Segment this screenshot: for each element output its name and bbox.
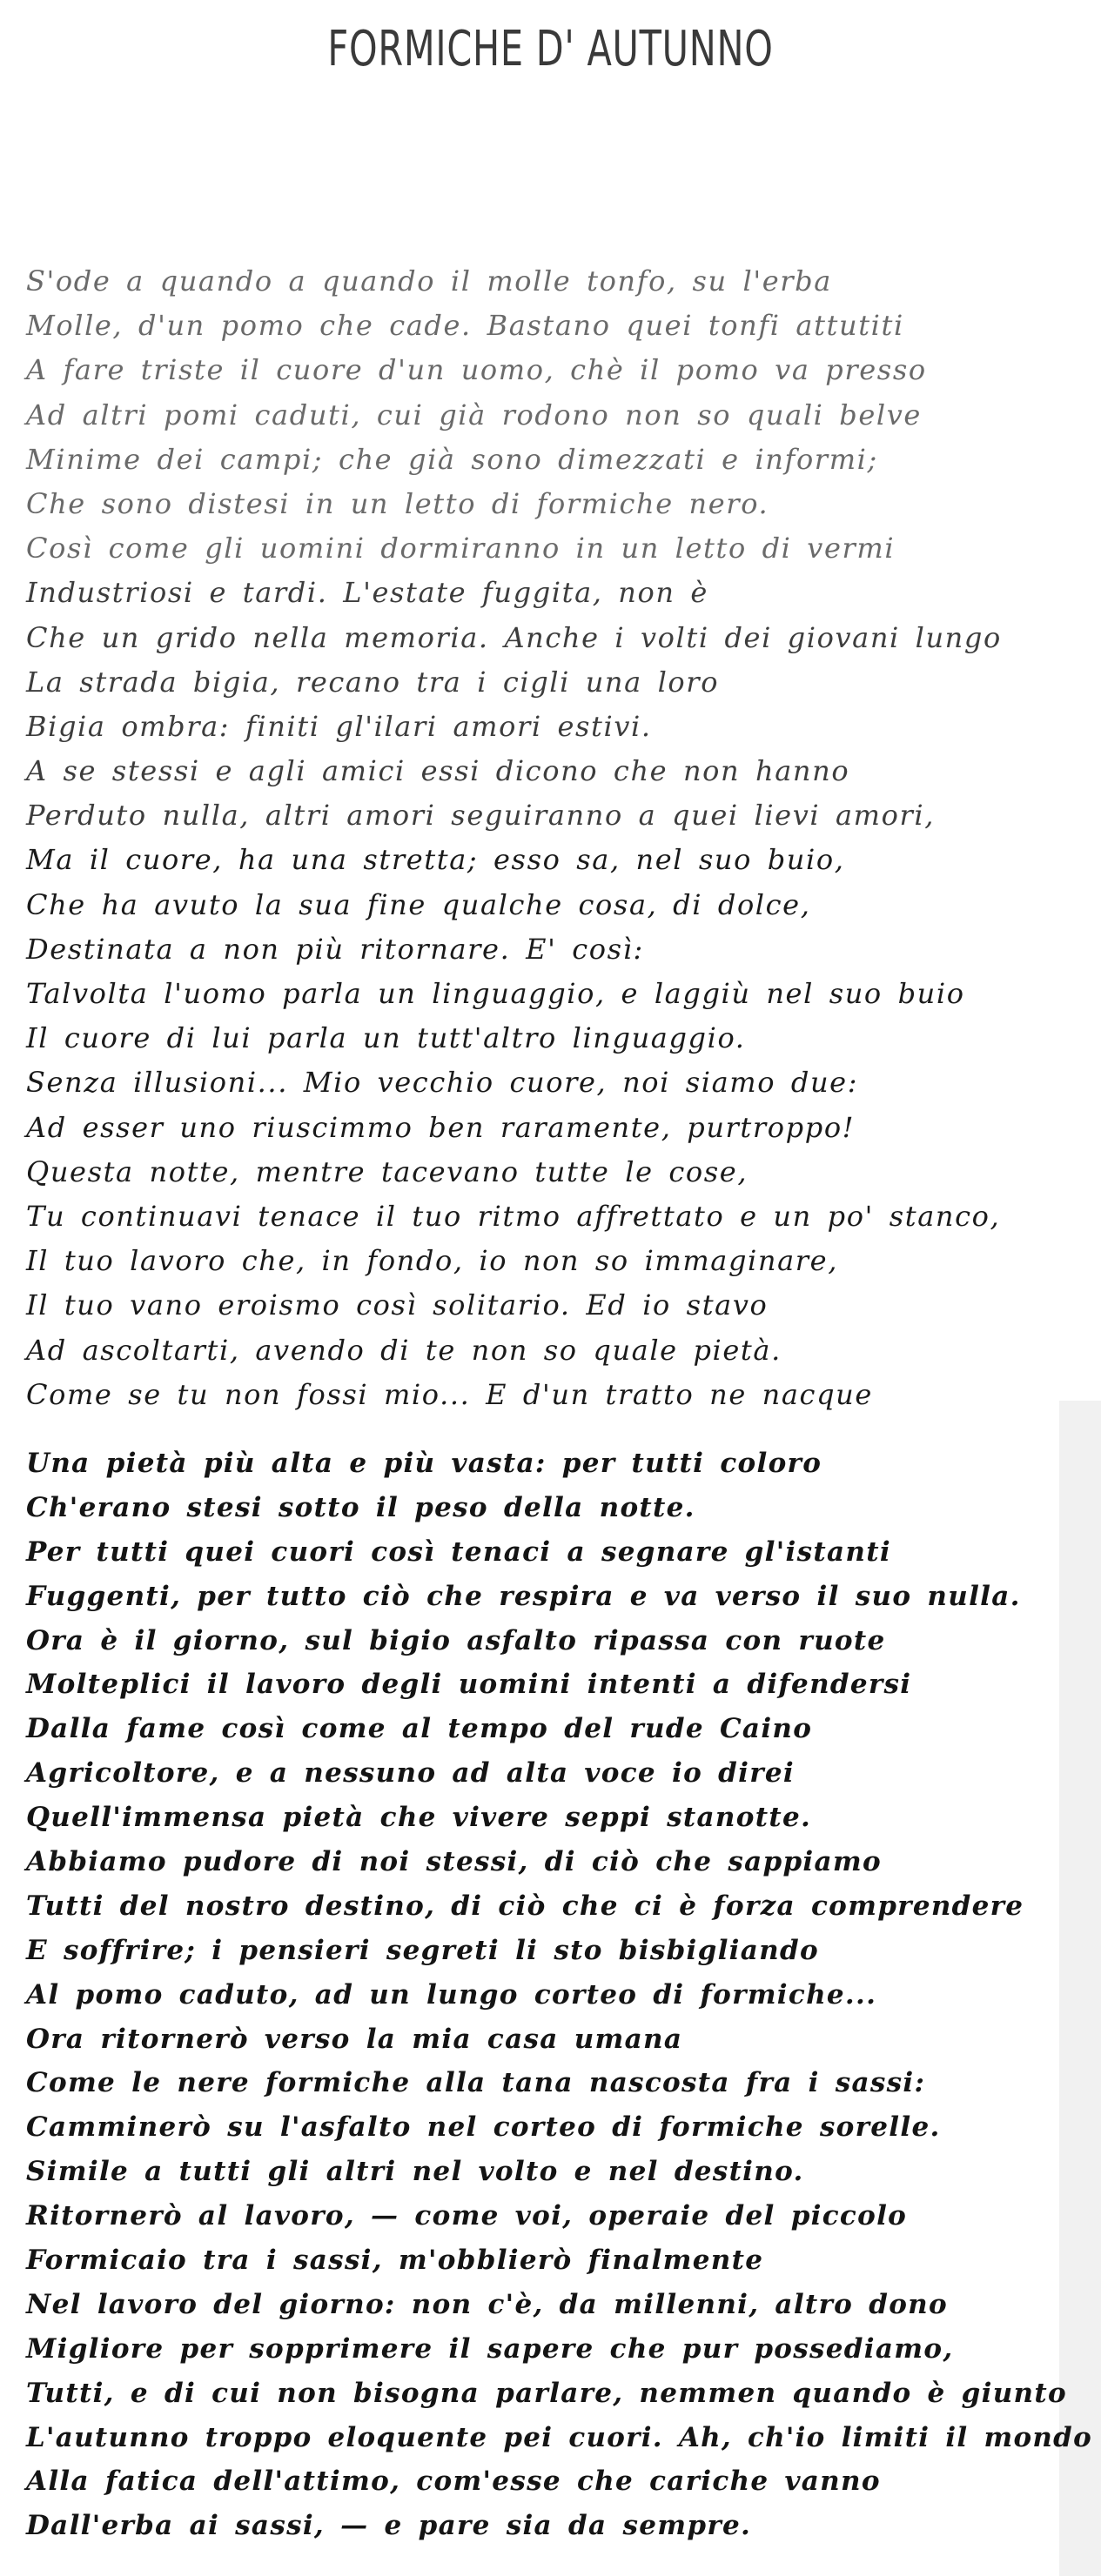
poem-line: A fare triste il cuore d'un uomo, chè il pomo va presso (26, 353, 927, 387)
poem-line: Molteplici il lavoro degli uomini intenti a difendersi (26, 1669, 912, 1701)
poem-line: Per tutti quei cuori così tenaci a segnare gl'istanti (26, 1536, 891, 1568)
poem-line: Tu continuavi tenace il tuo ritmo affrettato e un po' stanco, (26, 1199, 1001, 1233)
poem-line: Industriosi e tardi. L'estate fuggita, non è (26, 576, 708, 610)
poem-line: Ad ascoltarti, avendo di te non so quale pietà. (26, 1333, 782, 1367)
poem-line: Così come gli uomini dormiranno in un letto di vermi (26, 532, 896, 565)
poem-stanza-1 (26, 259, 1075, 1417)
poem-line: Il tuo lavoro che, in fondo, io non so immaginare, (26, 1244, 838, 1278)
poem-line: Una pietà più alta e più vasta: per tutti coloro (26, 1448, 822, 1479)
poem-line: Che un grido nella memoria. Anche i volti dei giovani lungo (26, 620, 1002, 654)
poem-line: Ora ritornerò verso la mia casa umana (26, 2023, 683, 2055)
poem-line: Dalla fame così come al tempo del rude Caino (26, 1713, 813, 1745)
poem-line: Molle, d'un pomo che cade. Bastano quei tonfi attutiti (26, 309, 904, 343)
poem-line: Come le nere formiche alla tana nascosta fra i sassi: (26, 2067, 926, 2099)
poem-line: Dall'erba ai sassi, — e pare sia da sempre. (26, 2510, 752, 2542)
poem-line: La strada bigia, recano tra i cigli una loro (26, 665, 720, 699)
poem-line: Destinata a non più ritornare. E' così: (26, 932, 644, 966)
poem-line: Minime dei campi; che già sono dimezzati e informi; (26, 442, 878, 476)
poem-line: Alla fatica dell'attimo, com'esse che cariche vanno (26, 2466, 881, 2498)
poem-line: Migliore per sopprimere il sapere che pur possediamo, (26, 2332, 954, 2365)
poem-line: Ritornerò al lavoro, — come voi, operaie del piccolo (26, 2200, 908, 2232)
poem-line: Quell'immensa pietà che vivere seppi stanotte. (26, 1802, 812, 1834)
poem-line: Formicaio tra i sassi, m'obblierò finalmente (26, 2245, 764, 2277)
poem-line: Tutti del nostro destino, di ciò che ci è forza comprendere (26, 1890, 1024, 1922)
poem-line: L'autunno troppo eloquente pei cuori. Ah, ch'io limiti il mondo (26, 2421, 1092, 2453)
poem-line: A se stessi e agli amici essi dicono che non hanno (26, 754, 850, 788)
poem-line: Talvolta l'uomo parla un linguaggio, e laggiù nel suo buio (26, 977, 965, 1010)
poem-line: Ad altri pomi caduti, cui già rodono non so quali belve (26, 398, 922, 432)
poem-line: Il tuo vano eroismo così solitario. Ed io stavo (26, 1288, 769, 1322)
poem-line: Che ha avuto la sua fine qualche cosa, di dolce, (26, 887, 811, 921)
poem-line: Bigia ombra: finiti gl'ilari amori estivi. (26, 709, 652, 743)
poem-line: Abbiamo pudore di noi stessi, di ciò che sappiamo (26, 1846, 882, 1878)
poem-line: Come se tu non fossi mio... E d'un tratto ne nacque (26, 1377, 873, 1411)
poem-line: Ch'erano stesi sotto il peso della notte. (26, 1491, 695, 1523)
poem-line: Camminerò su l'asfalto nel corteo di formiche sorelle. (26, 2111, 941, 2144)
poem-line: Nel lavoro del giorno: non c'è, da millenni, altro dono (26, 2288, 948, 2320)
poem-line: Che sono distesi in un letto di formiche nero. (26, 486, 769, 520)
poem-line: Agricoltore, e a nessuno ad alta voce io direi (26, 1757, 795, 1790)
poem-line: Ora è il giorno, sul bigio asfalto ripassa con ruote (26, 1624, 886, 1656)
poem-line: Fuggenti, per tutto ciò che respira e va verso il suo nulla. (26, 1580, 1021, 1612)
poem-line: Il cuore di lui parla un tutt'altro linguaggio. (26, 1021, 746, 1055)
poem-line: E soffrire; i pensieri segreti li sto bisbigliando (26, 1934, 819, 1966)
poem-line: Ad esser uno riuscimmo ben raramente, purtroppo! (26, 1110, 856, 1144)
poem-line: Senza illusioni... Mio vecchio cuore, noi siamo due: (26, 1066, 859, 1100)
poem-line: S'ode a quando a quando il molle tonfo, su l'erba (26, 264, 832, 298)
poem-line: Al pomo caduto, ad un lungo corteo di formiche... (26, 1978, 877, 2011)
poem-line: Tutti, e di cui non bisogna parlare, nemmen quando è giunto (26, 2377, 1067, 2409)
poem-line: Questa notte, mentre tacevano tutte le cose, (26, 1154, 749, 1188)
poem-line: Simile a tutti gli altri nel volto e nel destino. (26, 2156, 804, 2188)
poem-stanza-2 (26, 1442, 1092, 2548)
poem-line: Perduto nulla, altri amori seguiranno a quei lievi amori, (26, 799, 935, 833)
poem-title: FORMICHE D' AUTUNNO (327, 21, 774, 77)
poem-line: Ma il cuore, ha una stretta; esso sa, nel suo buio, (26, 843, 845, 877)
